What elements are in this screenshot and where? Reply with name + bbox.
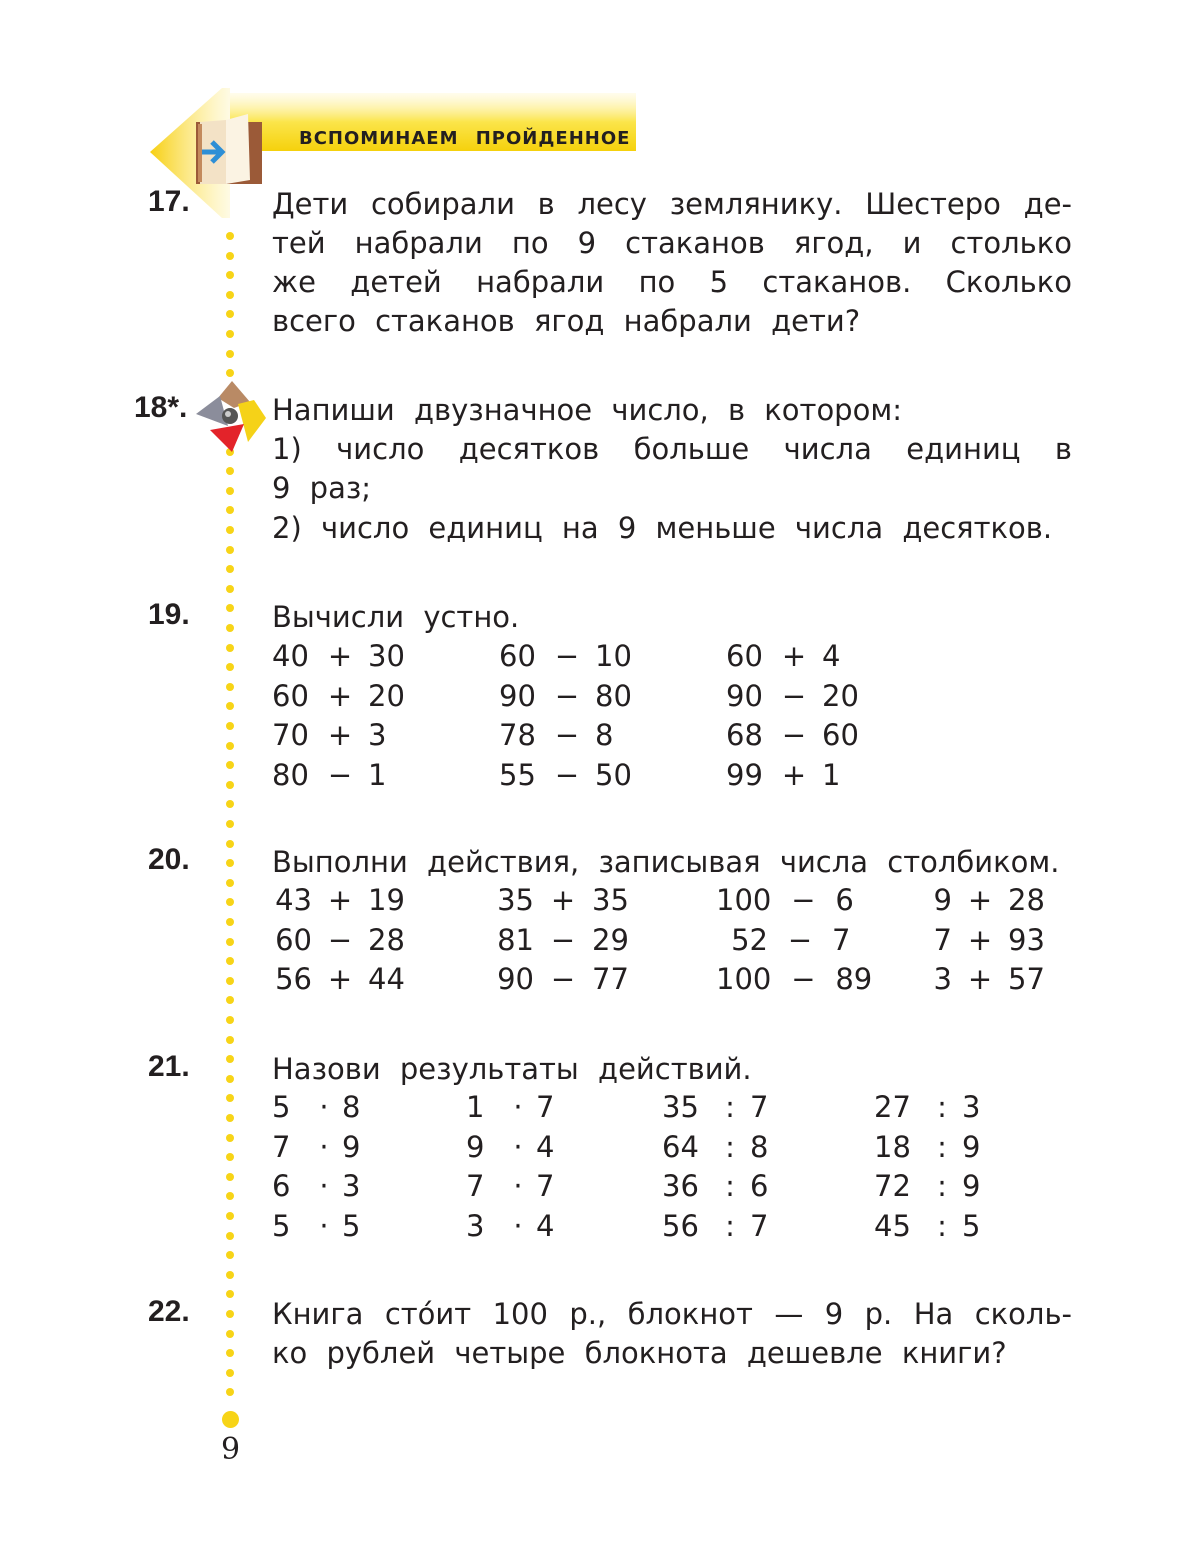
operand-a: 7 [933, 922, 952, 957]
operator: · [319, 1169, 329, 1203]
operand-a: 36 [662, 1169, 699, 1203]
margin-dot [226, 761, 234, 769]
operand-b: 1 [822, 757, 841, 792]
margin-dot [226, 1153, 234, 1161]
margin-dot [226, 781, 234, 789]
operand-b: 20 [822, 678, 859, 713]
exercise-number: 21. [148, 1050, 190, 1083]
margin-dot [226, 604, 234, 612]
operand-b: 60 [822, 718, 859, 752]
margin-dot [226, 996, 234, 1004]
margin-dot [226, 1388, 234, 1396]
operand-a: 1 [466, 1090, 485, 1124]
expression [662, 1128, 768, 1167]
margin-dot [226, 506, 234, 514]
operand-a: 27 [874, 1090, 911, 1124]
expression [499, 716, 613, 755]
operand-b: 5 [962, 1208, 981, 1243]
margin-dot [226, 683, 234, 691]
expression [272, 881, 405, 920]
expression [272, 1207, 360, 1246]
expression [494, 881, 629, 920]
star-task-icon [194, 378, 268, 454]
margin-dot [226, 330, 234, 338]
margin-dot [226, 1075, 234, 1083]
expression [932, 960, 1045, 999]
operator: · [513, 1129, 523, 1164]
margin-dot [226, 644, 234, 652]
operand-a: 90 [726, 678, 763, 713]
operator: · [319, 1090, 329, 1124]
operator: + [550, 883, 576, 917]
margin-dot [226, 1349, 234, 1357]
exercise-text-line: Напиши двузначное число, в котором: [272, 393, 902, 427]
exercise-number: 19. [148, 598, 190, 631]
operand-a: 5 [272, 1090, 291, 1124]
operand-a: 18 [874, 1129, 911, 1164]
expression [272, 1128, 360, 1167]
operand-b: 9 [342, 1129, 361, 1164]
margin-dot [226, 252, 234, 260]
operator: − [787, 922, 813, 957]
operand-a: 80 [272, 757, 309, 792]
operand-b: 19 [368, 883, 405, 917]
operand-b: 89 [835, 962, 873, 996]
expression [272, 677, 405, 716]
operator: + [327, 962, 353, 996]
margin-dot [226, 957, 234, 965]
operand-a: 100 [716, 962, 772, 996]
operand-b: 8 [342, 1090, 361, 1124]
operator: : [725, 1129, 735, 1164]
operand-b: 7 [750, 1090, 769, 1124]
expression [716, 921, 850, 960]
margin-dot [226, 1310, 234, 1318]
operand-a: 60 [272, 678, 309, 713]
operator: − [554, 718, 580, 752]
operand-b: 10 [595, 639, 632, 673]
margin-dot [226, 310, 234, 318]
margin-dot [226, 369, 234, 377]
book-arrow-icon [192, 112, 266, 188]
operand-a: 100 [716, 883, 772, 917]
exercise-text-line: 1) число десятков больше числа единиц в [272, 432, 1072, 466]
operator: : [937, 1208, 947, 1243]
margin-dot [226, 467, 234, 475]
operand-b: 7 [750, 1208, 769, 1243]
margin-dot [226, 1232, 234, 1240]
margin-dot [226, 291, 234, 299]
operand-b: 77 [592, 962, 629, 996]
operator: · [513, 1090, 523, 1124]
operand-b: 35 [592, 883, 629, 917]
operator: − [554, 678, 580, 713]
operand-a: 70 [272, 718, 309, 752]
operator: − [791, 962, 816, 996]
operand-a: 35 [662, 1090, 699, 1124]
exercise-text-line: Вычисли устно. [272, 600, 520, 634]
expression [662, 1167, 768, 1206]
margin-dot [226, 1094, 234, 1102]
operand-a: 43 [275, 883, 312, 917]
operator: · [319, 1208, 329, 1243]
margin-dot [226, 800, 234, 808]
operator: − [554, 639, 580, 673]
operand-a: 56 [275, 962, 312, 996]
operand-a: 60 [499, 639, 536, 673]
expression [716, 960, 872, 999]
expression [272, 716, 386, 755]
operand-b: 57 [1008, 962, 1045, 996]
margin-dot [226, 585, 234, 593]
operator: + [327, 883, 353, 917]
operator: : [725, 1090, 735, 1124]
operand-a: 90 [497, 962, 534, 996]
margin-dot [226, 1271, 234, 1279]
expression [466, 1207, 554, 1246]
operator: · [513, 1169, 523, 1203]
expression [272, 1167, 360, 1206]
operator: − [781, 678, 807, 713]
expression [874, 1167, 980, 1206]
margin-dot [226, 742, 234, 750]
operand-a: 3 [933, 962, 952, 996]
exercise-number: 20. [148, 843, 190, 876]
operand-b: 7 [832, 922, 851, 957]
margin-dot [226, 859, 234, 867]
expression [726, 677, 859, 716]
expression [466, 1088, 554, 1127]
operator: : [937, 1090, 947, 1124]
expression [932, 921, 1045, 960]
expression [272, 1088, 360, 1127]
expression [466, 1167, 554, 1206]
margin-dot [226, 722, 234, 730]
operand-b: 4 [536, 1208, 555, 1243]
margin-dot [226, 1114, 234, 1122]
operand-b: 9 [962, 1129, 981, 1164]
operator: + [327, 678, 353, 713]
operand-a: 9 [933, 883, 952, 917]
operand-a: 56 [662, 1208, 699, 1243]
operand-b: 50 [595, 757, 632, 792]
operator: + [781, 757, 807, 792]
expression [272, 756, 386, 795]
operator: + [327, 639, 353, 673]
exercise-text-line: Назови результаты действий. [272, 1052, 752, 1086]
exercise-text-line: тей набрали по 9 стаканов ягод, и столько [272, 226, 1072, 260]
operand-a: 7 [466, 1169, 485, 1203]
operator: + [967, 962, 993, 996]
operand-b: 8 [595, 718, 614, 752]
margin-dot [226, 898, 234, 906]
operator: − [327, 757, 353, 792]
exercise-text-line: ко рублей четыре блокнота дешевле книги? [272, 1336, 1007, 1370]
margin-dot [226, 840, 234, 848]
operator: + [967, 922, 993, 957]
operand-b: 6 [835, 883, 854, 917]
margin-dot [226, 1212, 234, 1220]
operand-b: 28 [1008, 883, 1045, 917]
operator: − [327, 922, 353, 957]
operand-b: 9 [962, 1169, 981, 1203]
operand-a: 45 [874, 1208, 911, 1243]
operator: + [327, 718, 353, 752]
operand-b: 3 [368, 718, 387, 752]
operand-b: 1 [368, 757, 387, 792]
expression [662, 1207, 768, 1246]
operand-b: 7 [536, 1169, 555, 1203]
expression [726, 716, 859, 755]
margin-dot [226, 977, 234, 985]
margin-dot [226, 271, 234, 279]
margin-dot [226, 232, 234, 240]
operand-a: 40 [272, 639, 309, 673]
margin-dot [226, 1173, 234, 1181]
operator: − [781, 718, 807, 752]
operand-a: 99 [726, 757, 763, 792]
operator: : [937, 1169, 947, 1203]
exercise-text-line: же детей набрали по 5 стаканов. Сколько [272, 265, 1072, 299]
exercise-text-line: Книга сто́ит 100 р., блокнот — 9 р. На сколь- [272, 1297, 1072, 1331]
operand-a: 7 [272, 1129, 291, 1164]
operand-b: 80 [595, 678, 632, 713]
operand-a: 90 [499, 678, 536, 713]
margin-dot [226, 546, 234, 554]
operand-a: 3 [466, 1208, 485, 1243]
expression [494, 960, 629, 999]
operand-a: 60 [275, 922, 312, 957]
operand-b: 28 [368, 922, 405, 957]
expression [874, 1207, 980, 1246]
expression [272, 921, 405, 960]
expression [272, 960, 405, 999]
expression [499, 677, 632, 716]
expression [716, 881, 854, 920]
operand-b: 7 [536, 1090, 555, 1124]
section-title: ВСПОМИНАЕМ ПРОЙДЕННОЕ [299, 128, 631, 149]
exercise-number: 22. [148, 1295, 190, 1328]
operand-b: 6 [750, 1169, 769, 1203]
operand-b: 4 [536, 1129, 555, 1164]
operand-a: 55 [499, 757, 536, 792]
operand-a: 68 [726, 718, 763, 752]
margin-end-dot [222, 1411, 239, 1428]
operand-a: 72 [874, 1169, 911, 1203]
operand-b: 4 [822, 639, 841, 673]
margin-dot [226, 918, 234, 926]
margin-dot [226, 487, 234, 495]
exercise-number: 18*. [134, 391, 188, 424]
expression [932, 881, 1045, 920]
operator: − [550, 922, 576, 957]
expression [494, 921, 629, 960]
exercise-text-line: 2) число единиц на 9 меньше числа десятков. [272, 511, 1053, 545]
operand-a: 9 [466, 1129, 485, 1164]
margin-dot [226, 350, 234, 358]
page-number: 9 [221, 1432, 241, 1467]
exercise-text-line: Выполни действия, записывая числа столбиком. [272, 845, 1060, 879]
margin-dot [226, 702, 234, 710]
operator: − [550, 962, 576, 996]
operator: · [513, 1208, 523, 1243]
expression [466, 1128, 554, 1167]
exercise-text-line: 9 раз; [272, 471, 372, 505]
margin-dot [226, 1290, 234, 1298]
margin-dot [226, 820, 234, 828]
operand-a: 5 [272, 1208, 291, 1243]
operand-b: 5 [342, 1208, 361, 1243]
operand-a: 60 [726, 639, 763, 673]
operand-a: 78 [499, 718, 536, 752]
operand-a: 6 [272, 1169, 291, 1203]
operand-b: 20 [368, 678, 405, 713]
margin-dot [226, 1369, 234, 1377]
operand-b: 3 [342, 1169, 361, 1203]
operand-a: 52 [731, 922, 768, 957]
expression [272, 637, 405, 676]
operator: − [791, 883, 816, 917]
margin-dot [226, 1134, 234, 1142]
operator: + [781, 639, 807, 673]
margin-dot [226, 879, 234, 887]
operator: : [725, 1208, 735, 1243]
margin-dot [226, 1016, 234, 1024]
expression [874, 1088, 980, 1127]
operand-a: 81 [497, 922, 534, 957]
margin-dot [226, 1330, 234, 1338]
operand-a: 35 [497, 883, 534, 917]
margin-dot [226, 624, 234, 632]
expression [874, 1128, 980, 1167]
expression [499, 756, 632, 795]
margin-dot [226, 526, 234, 534]
expression [726, 637, 840, 676]
operand-b: 8 [750, 1129, 769, 1164]
operand-b: 29 [592, 922, 629, 957]
expression [662, 1088, 768, 1127]
expression [726, 756, 840, 795]
margin-dot [226, 565, 234, 573]
operand-b: 44 [368, 962, 405, 996]
operand-b: 30 [368, 639, 405, 673]
operator: : [725, 1169, 735, 1203]
operator: − [554, 757, 580, 792]
exercise-number: 17. [148, 185, 190, 218]
margin-dot [226, 1036, 234, 1044]
margin-dot [226, 1251, 234, 1259]
operator: + [967, 883, 993, 917]
margin-dot [226, 938, 234, 946]
margin-dot [226, 1192, 234, 1200]
exercise-text-line: Дети собирали в лесу землянику. Шестеро де- [272, 187, 1072, 221]
operand-b: 93 [1008, 922, 1045, 957]
exercise-text-line: всего стаканов ягод набрали дети? [272, 304, 861, 338]
operator: : [937, 1129, 947, 1164]
expression [499, 637, 632, 676]
operand-a: 64 [662, 1129, 699, 1164]
operand-b: 3 [962, 1090, 981, 1124]
operator: · [319, 1129, 329, 1164]
margin-dot [226, 663, 234, 671]
margin-dot [226, 1055, 234, 1063]
